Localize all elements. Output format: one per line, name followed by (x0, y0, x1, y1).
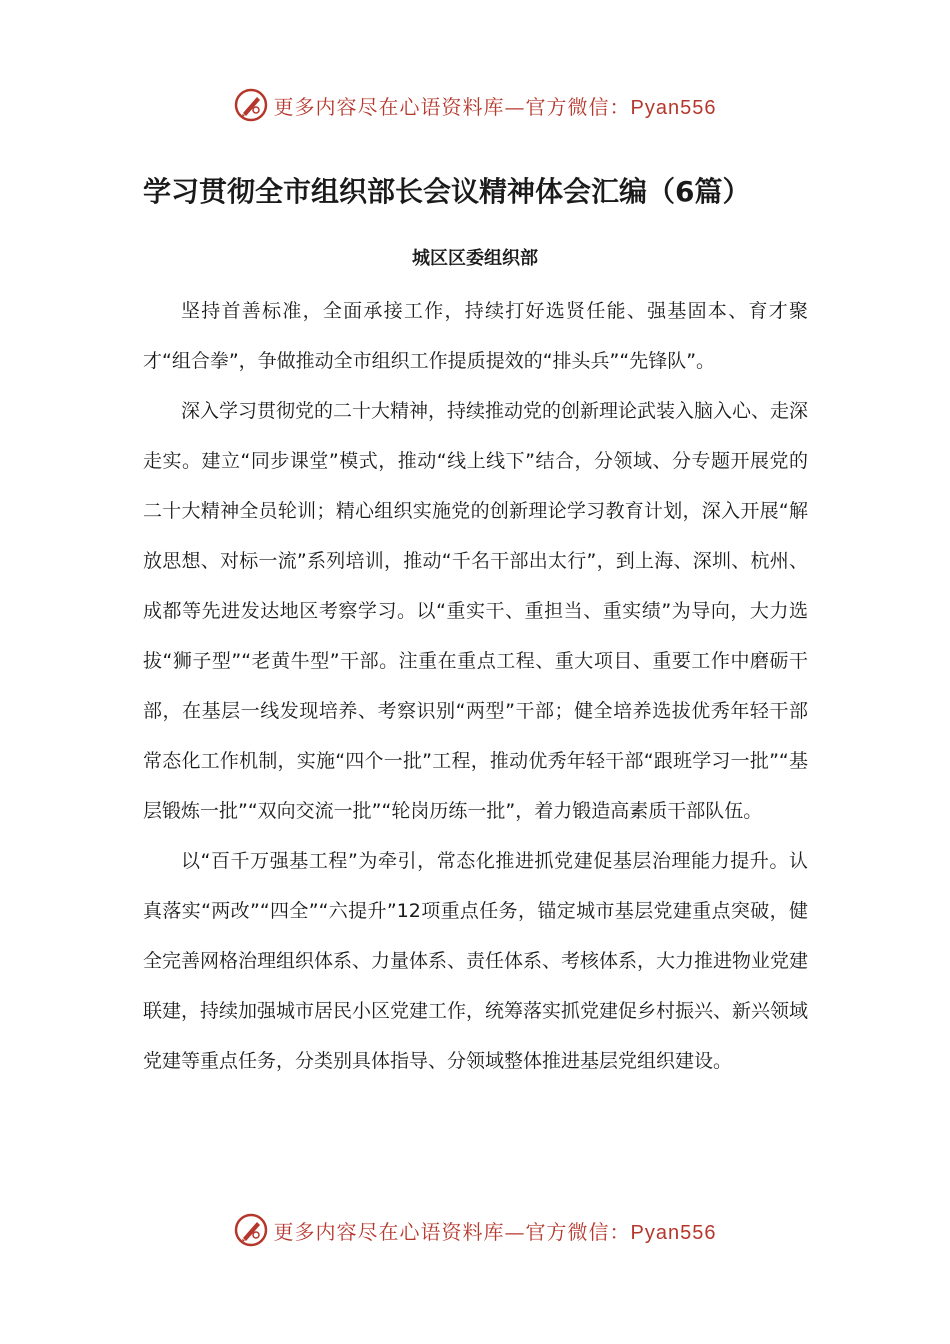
banner-text (274, 1216, 717, 1245)
paragraph: 以“百千万强基工程”为牵引，常态化推进抓党建促基层治理能力提升。认真落实“两改”“四全”“六提升”12项重点任务，锚定城市基层党建重点突破，健全完善网格治理组织体系、力量体系、责任体系、考核体系，大力推进物业党建联建，持续加强城市居民小区党建工作，统筹落实抓党建促乡村振兴、新兴领域党建等重点任务，分类别具体指导、分领域整体推进基层党组织建设。 (143, 850, 809, 1072)
footer-banner (0, 1210, 950, 1250)
banner-dash: — (504, 1219, 526, 1244)
document-body (143, 286, 808, 1086)
document-author: 城区区委组织部 (412, 248, 538, 269)
banner-wechat-label: 官方微信： (525, 1219, 631, 1244)
banner-wechat-id: Pyan556 (630, 1221, 717, 1244)
banner-wechat-id: Pyan556 (630, 96, 717, 119)
header-banner (0, 85, 950, 125)
document-title: 学习贯彻全市组织部长会议精神体会汇编（6篇） (143, 175, 751, 208)
paragraph: 深入学习贯彻党的二十大精神，持续推动党的创新理论武装入脑入心、走深走实。建立“同步课堂”模式，推动“线上线下”结合，分领域、分专题开展党的二十大精神全员轮训；精心组织实施党的创新理论学习教育计划，深入开展“解放思想、对标一流”系列培训，推动“千名干部出太行”，到上海、深圳、杭州、成都等先进发达地区考察学习。以“重实干、重担当、重实绩”为导向，大力选拔“狮子型”“老黄牛型”干部。注重在重点工程、重大项目、重要工作中磨砺干部，在基层一线发现培养、考察识别“两型”干部；健全培养选拔优秀年轻干部常态化工作机制，实施“四个一批”工程，推动优秀年轻干部“跟班学习一批”“基层锻炼一批”“双向交流一批”“轮岗历练一批”，着力锻造高素质干部队伍。 (143, 400, 809, 822)
banner-main: 更多内容尽在心语资料库 (273, 1219, 505, 1244)
banner-wechat-label: 官方微信： (525, 94, 631, 119)
pen-logo-icon (234, 1213, 268, 1247)
pen-logo-icon (234, 88, 268, 122)
banner-text (274, 91, 717, 120)
paragraph: 坚持首善标准，全面承接工作，持续打好选贤任能、强基固本、育才聚才“组合拳”，争做推动全市组织工作提质提效的“排头兵”“先锋队”。 (143, 300, 808, 372)
banner-main: 更多内容尽在心语资料库 (273, 94, 505, 119)
banner-dash: — (504, 94, 526, 119)
